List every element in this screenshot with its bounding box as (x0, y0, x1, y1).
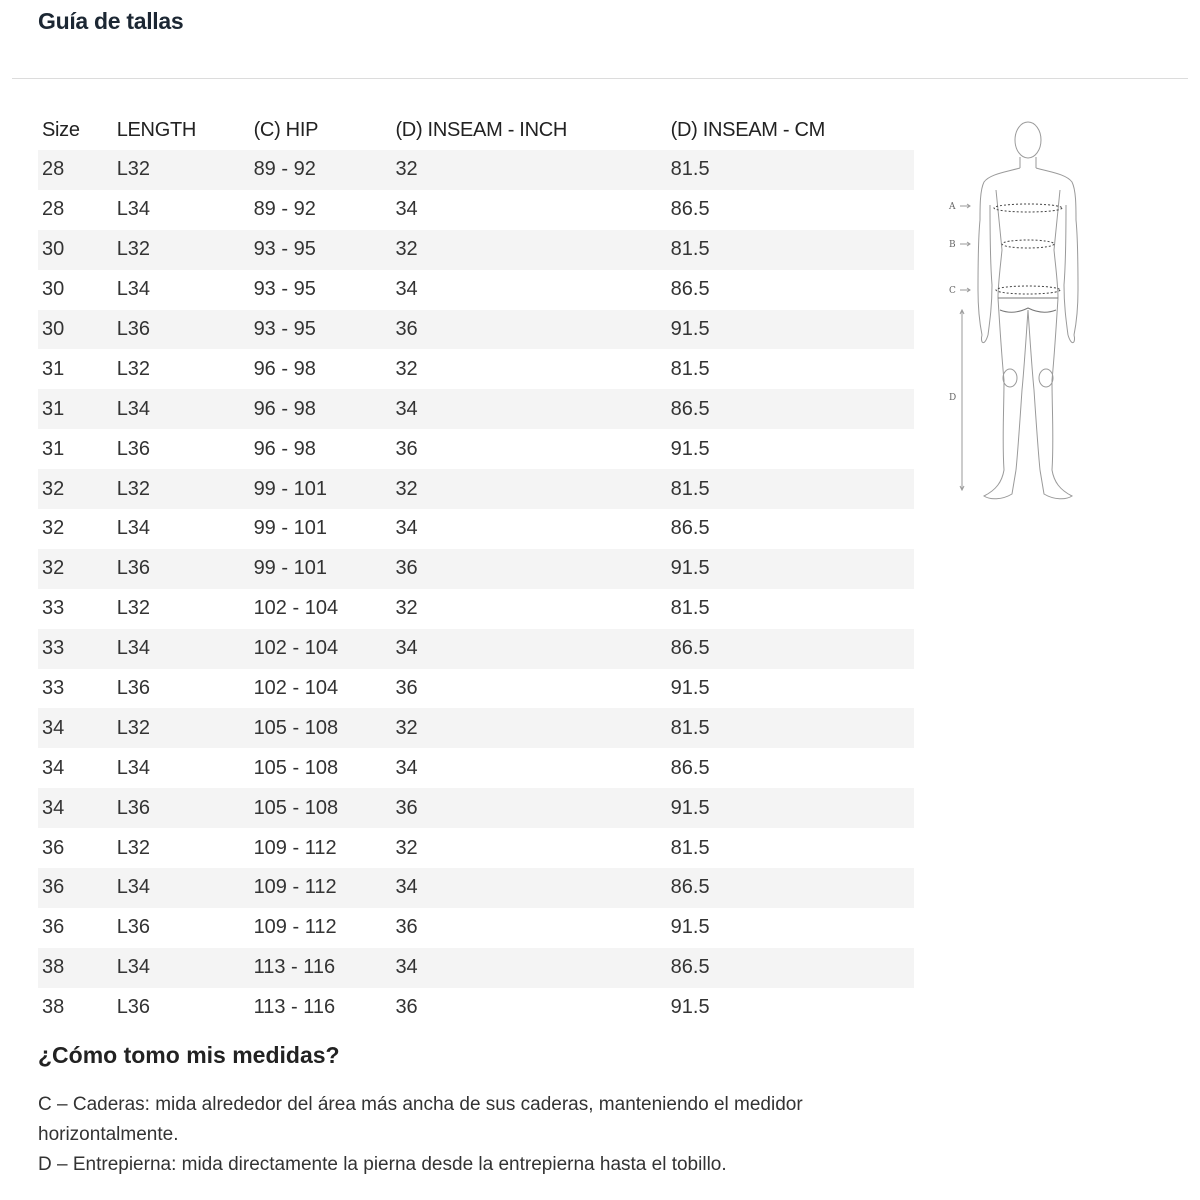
header-inseam-cm: (D) INSEAM - CM (670, 118, 826, 141)
cell-inseam-cm: 86.5 (667, 509, 914, 549)
cell-length: L34 (113, 190, 250, 230)
cell-hip: 93 - 95 (250, 310, 392, 350)
cell-inseam-cm: 81.5 (667, 230, 914, 270)
cell-inseam-inch: 32 (391, 589, 666, 629)
cell-length: L34 (113, 509, 250, 549)
cell-hip: 105 - 108 (250, 788, 392, 828)
table-body (38, 150, 914, 1028)
cell-size: 31 (38, 389, 113, 429)
cell-inseam-cm: 91.5 (667, 429, 914, 469)
cell-inseam-cm: 91.5 (667, 669, 914, 709)
table-row (38, 908, 914, 948)
cell-inseam-cm: 91.5 (667, 549, 914, 589)
cell-inseam-inch: 36 (391, 549, 666, 589)
cell-length: L34 (113, 868, 250, 908)
table-row (38, 669, 914, 709)
table-row (38, 549, 914, 589)
cell-hip: 99 - 101 (250, 469, 392, 509)
label-d: D (949, 393, 957, 403)
header-size: Size (42, 118, 80, 141)
table-row (38, 988, 914, 1028)
cell-inseam-inch: 34 (391, 389, 666, 429)
table-row (38, 469, 914, 509)
cell-inseam-cm: 86.5 (667, 389, 914, 429)
cell-size: 36 (38, 868, 113, 908)
cell-hip: 109 - 112 (250, 868, 392, 908)
cell-length: L32 (113, 828, 250, 868)
cell-size: 34 (38, 788, 113, 828)
cell-inseam-inch: 36 (391, 429, 666, 469)
cell-length: L32 (113, 469, 250, 509)
table-row (38, 429, 914, 469)
cell-inseam-cm: 86.5 (667, 190, 914, 230)
label-c: C (949, 286, 956, 296)
cell-size: 30 (38, 230, 113, 270)
body-measurement-icon (940, 110, 1100, 510)
cell-length: L36 (113, 908, 250, 948)
table-row (38, 828, 914, 868)
cell-size: 38 (38, 948, 113, 988)
cell-size: 38 (38, 988, 113, 1028)
cell-inseam-inch: 36 (391, 908, 666, 948)
cell-hip: 113 - 116 (250, 988, 392, 1028)
table-row (38, 509, 914, 549)
cell-length: L36 (113, 788, 250, 828)
table-row (38, 389, 914, 429)
howto-inseam-instruction: D – Entrepierna: mida directamente la pierna desde la entrepierna hasta el tobillo. (38, 1154, 727, 1175)
cell-inseam-cm: 81.5 (667, 589, 914, 629)
cell-hip: 105 - 108 (250, 708, 392, 748)
cell-inseam-cm: 86.5 (667, 270, 914, 310)
header-length: LENGTH (116, 118, 197, 141)
cell-size: 34 (38, 708, 113, 748)
cell-size: 33 (38, 669, 113, 709)
header-hip: (C) HIP (253, 118, 319, 141)
cell-length: L32 (113, 150, 250, 190)
cell-size: 36 (38, 828, 113, 868)
cell-hip: 96 - 98 (250, 349, 392, 389)
cell-length: L32 (113, 589, 250, 629)
cell-hip: 109 - 112 (250, 828, 392, 868)
cell-length: L34 (113, 270, 250, 310)
cell-hip: 102 - 104 (250, 669, 392, 709)
size-table (38, 110, 914, 1028)
table-row (38, 589, 914, 629)
cell-inseam-inch: 32 (391, 349, 666, 389)
cell-length: L36 (113, 310, 250, 350)
cell-size: 28 (38, 190, 113, 230)
cell-inseam-cm: 91.5 (667, 988, 914, 1028)
howto-hip-instruction: C – Caderas: mida alrededor del área más ancha de sus caderas, manteniendo el medidor horizontalmente. (38, 1094, 803, 1145)
cell-inseam-cm: 81.5 (667, 469, 914, 509)
cell-inseam-cm: 86.5 (667, 629, 914, 669)
cell-size: 33 (38, 589, 113, 629)
header-inseam-inch: (D) INSEAM - INCH (395, 118, 567, 141)
cell-inseam-cm: 91.5 (667, 310, 914, 350)
table-row (38, 788, 914, 828)
cell-length: L36 (113, 988, 250, 1028)
cell-inseam-inch: 34 (391, 868, 666, 908)
table-row (38, 230, 914, 270)
cell-size: 32 (38, 509, 113, 549)
cell-inseam-cm: 91.5 (667, 908, 914, 948)
cell-hip: 109 - 112 (250, 908, 392, 948)
cell-inseam-inch: 32 (391, 469, 666, 509)
howto-title: ¿Cómo tomo mis medidas? (38, 1042, 340, 1068)
cell-size: 32 (38, 549, 113, 589)
table-row (38, 708, 914, 748)
cell-length: L36 (113, 549, 250, 589)
label-a: A (949, 202, 956, 212)
cell-size: 36 (38, 908, 113, 948)
cell-hip: 99 - 101 (250, 509, 392, 549)
cell-hip: 99 - 101 (250, 549, 392, 589)
cell-inseam-inch: 36 (391, 788, 666, 828)
cell-length: L36 (113, 429, 250, 469)
table-row (38, 748, 914, 788)
cell-length: L34 (113, 629, 250, 669)
cell-inseam-cm: 81.5 (667, 828, 914, 868)
cell-inseam-cm: 86.5 (667, 868, 914, 908)
cell-length: L34 (113, 748, 250, 788)
cell-inseam-inch: 32 (391, 828, 666, 868)
cell-inseam-cm: 86.5 (667, 948, 914, 988)
cell-size: 32 (38, 469, 113, 509)
cell-inseam-inch: 36 (391, 669, 666, 709)
table-row (38, 190, 914, 230)
table-header-row (38, 110, 914, 150)
cell-hip: 93 - 95 (250, 230, 392, 270)
cell-inseam-inch: 32 (391, 150, 666, 190)
table-row (38, 629, 914, 669)
howto-text (38, 1090, 918, 1180)
cell-hip: 89 - 92 (250, 150, 392, 190)
cell-hip: 93 - 95 (250, 270, 392, 310)
cell-hip: 102 - 104 (250, 629, 392, 669)
cell-inseam-cm: 81.5 (667, 150, 914, 190)
cell-inseam-cm: 91.5 (667, 788, 914, 828)
cell-length: L36 (113, 669, 250, 709)
cell-hip: 113 - 116 (250, 948, 392, 988)
cell-size: 33 (38, 629, 113, 669)
cell-length: L32 (113, 349, 250, 389)
cell-inseam-inch: 34 (391, 948, 666, 988)
cell-size: 28 (38, 150, 113, 190)
table-row (38, 948, 914, 988)
cell-size: 30 (38, 310, 113, 350)
cell-inseam-inch: 34 (391, 270, 666, 310)
table-row (38, 868, 914, 908)
cell-size: 34 (38, 748, 113, 788)
cell-length: L34 (113, 389, 250, 429)
cell-inseam-inch: 34 (391, 190, 666, 230)
cell-size: 31 (38, 349, 113, 389)
cell-hip: 89 - 92 (250, 190, 392, 230)
table-row (38, 150, 914, 190)
cell-length: L32 (113, 230, 250, 270)
cell-hip: 96 - 98 (250, 429, 392, 469)
cell-inseam-cm: 86.5 (667, 748, 914, 788)
cell-hip: 105 - 108 (250, 748, 392, 788)
cell-length: L34 (113, 948, 250, 988)
cell-size: 30 (38, 270, 113, 310)
cell-hip: 102 - 104 (250, 589, 392, 629)
cell-hip: 96 - 98 (250, 389, 392, 429)
cell-inseam-inch: 32 (391, 708, 666, 748)
table-row (38, 310, 914, 350)
cell-size: 31 (38, 429, 113, 469)
cell-inseam-cm: 81.5 (667, 349, 914, 389)
label-b: B (949, 240, 956, 250)
cell-length: L32 (113, 708, 250, 748)
table-row (38, 349, 914, 389)
table-row (38, 270, 914, 310)
cell-inseam-inch: 34 (391, 629, 666, 669)
cell-inseam-inch: 34 (391, 509, 666, 549)
cell-inseam-inch: 36 (391, 310, 666, 350)
header-divider (12, 78, 1188, 79)
cell-inseam-inch: 32 (391, 230, 666, 270)
cell-inseam-cm: 81.5 (667, 708, 914, 748)
cell-inseam-inch: 34 (391, 748, 666, 788)
cell-inseam-inch: 36 (391, 988, 666, 1028)
page-title: Guía de tallas (38, 8, 184, 34)
